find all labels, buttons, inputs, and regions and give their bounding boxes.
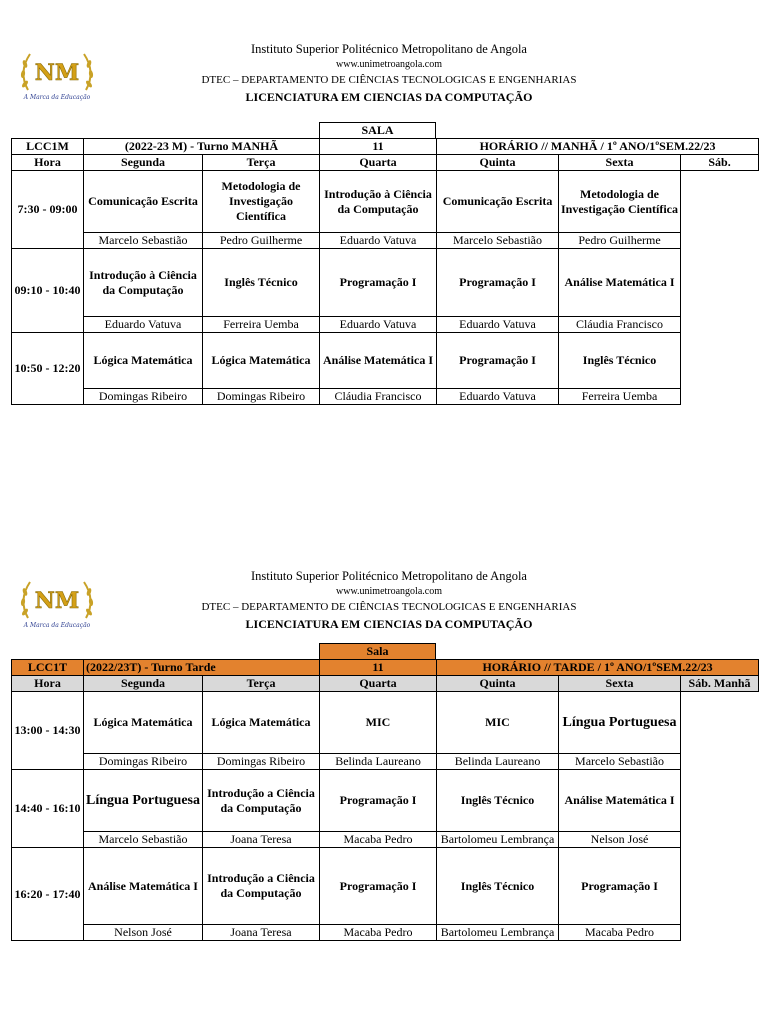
day-header: Quarta (320, 676, 437, 692)
day-header: Sexta (559, 676, 681, 692)
day-header: Quinta (437, 676, 559, 692)
institute-name: Instituto Superior Politécnico Metropolitano de Angola (250, 569, 527, 583)
teacher-cell: Macaba Pedro (320, 925, 437, 941)
subject-cell: Programação I (320, 770, 437, 832)
degree-title: LICENCIATURA EM CIENCIAS DA COMPUTAÇÃO (245, 90, 533, 104)
time-slot: 7:30 - 09:00 (12, 171, 84, 249)
empty-cell (681, 317, 759, 333)
subject-cell: Lógica Matemática (203, 333, 320, 389)
teacher-cell: Domingas Ribeiro (84, 754, 203, 770)
svg-text:NM: NM (34, 60, 80, 86)
subject-cell: Programação I (437, 249, 559, 317)
subject-cell: Introdução à Ciência da Computação (84, 249, 203, 317)
subject-cell: Inglês Técnico (437, 848, 559, 925)
svg-text:A Marca da Educação: A Marca da Educação (23, 94, 91, 101)
teacher-cell: Belinda Laureano (437, 754, 559, 770)
teacher-cell: Macaba Pedro (559, 925, 681, 941)
empty-cell (681, 770, 759, 832)
website-text: www.unimetroangola.com (336, 59, 442, 70)
svg-text:NM: NM (34, 588, 80, 614)
time-slot: 13:00 - 14:30 (12, 692, 84, 770)
subject-cell: Programação I (320, 848, 437, 925)
day-header: Segunda (84, 155, 203, 171)
class-code: LCC1M (12, 139, 84, 155)
teacher-cell: Domingas Ribeiro (84, 389, 203, 405)
teacher-cell: Marcelo Sebastião (559, 754, 681, 770)
sala-label: SALA (319, 122, 436, 139)
teacher-cell: Nelson José (559, 832, 681, 848)
svg-text:A Marca da Educação: A Marca da Educação (23, 622, 91, 629)
subject-cell: Lógica Matemática (203, 692, 320, 754)
teacher-cell: Cláudia Francisco (320, 389, 437, 405)
day-header: Terça (203, 155, 320, 171)
morning-timetable (11, 138, 759, 405)
schedule-title: HORÁRIO // MANHÃ / 1º ANO/1ºSEM.22/23 (437, 139, 759, 155)
empty-cell (681, 848, 759, 925)
time-slot: 14:40 - 16:10 (12, 770, 84, 848)
teacher-cell: Ferreira Uemba (203, 317, 320, 333)
teacher-cell: Eduardo Vatuva (320, 317, 437, 333)
day-header: Terça (203, 676, 320, 692)
day-header: Segunda (84, 676, 203, 692)
subject-cell: Introdução à Ciência da Computação (320, 171, 437, 233)
turn-label: (2022-23 M) - Turno MANHÃ (84, 139, 320, 155)
teacher-cell: Belinda Laureano (320, 754, 437, 770)
institute-name: Instituto Superior Politécnico Metropolitano de Angola (250, 42, 527, 56)
department-name: DTEC – DEPARTAMENTO DE CIÊNCIAS TECNOLOGICAS E ENGENHARIAS (201, 74, 577, 86)
subject-cell: Inglês Técnico (203, 249, 320, 317)
day-header: Hora (12, 155, 84, 171)
teacher-cell: Macaba Pedro (320, 832, 437, 848)
afternoon-schedule (0, 560, 768, 960)
sala-label: Sala (319, 643, 436, 660)
teacher-cell: Marcelo Sebastião (84, 233, 203, 249)
teacher-cell: Domingas Ribeiro (203, 389, 320, 405)
subject-cell: Lógica Matemática (84, 692, 203, 754)
morning-schedule (0, 0, 768, 420)
teacher-cell: Nelson José (84, 925, 203, 941)
website-text: www.unimetroangola.com (336, 586, 442, 597)
empty-cell (681, 925, 759, 941)
day-header: Sáb. (681, 155, 759, 171)
teacher-cell: Bartolomeu Lembrança (437, 832, 559, 848)
day-header: Hora (12, 676, 84, 692)
turn-label: (2022/23T) - Turno Tarde (84, 660, 320, 676)
teacher-cell: Pedro Guilherme (559, 233, 681, 249)
time-slot: 16:20 - 17:40 (12, 848, 84, 941)
empty-cell (681, 389, 759, 405)
class-code: LCC1T (12, 660, 84, 676)
subject-cell: MIC (320, 692, 437, 754)
empty-cell (681, 171, 759, 233)
subject-cell: Metodologia de Investigação Científica (203, 171, 320, 233)
teacher-cell: Cláudia Francisco (559, 317, 681, 333)
room-number: 11 (320, 660, 437, 676)
teacher-cell: Ferreira Uemba (559, 389, 681, 405)
day-header: Sáb. Manhã (681, 676, 759, 692)
degree-title: LICENCIATURA EM CIENCIAS DA COMPUTAÇÃO (245, 617, 533, 631)
empty-cell (681, 754, 759, 770)
subject-cell: Programação I (559, 848, 681, 925)
teacher-cell: Joana Teresa (203, 832, 320, 848)
afternoon-timetable (11, 659, 759, 941)
subject-cell: Introdução a Ciência da Computação (203, 848, 320, 925)
teacher-cell: Marcelo Sebastião (84, 832, 203, 848)
time-slot: 10:50 - 12:20 (12, 333, 84, 405)
day-header: Quarta (320, 155, 437, 171)
schedule-title: HORÁRIO // TARDE / 1º ANO/1ºSEM.22/23 (437, 660, 759, 676)
subject-cell: Língua Portuguesa (84, 770, 203, 832)
day-header: Sexta (559, 155, 681, 171)
teacher-cell: Eduardo Vatuva (320, 233, 437, 249)
teacher-cell: Pedro Guilherme (203, 233, 320, 249)
subject-cell: Análise Matemática I (559, 249, 681, 317)
empty-cell (681, 333, 759, 389)
subject-cell: Metodologia de Investigação Científica (559, 171, 681, 233)
subject-cell: Introdução a Ciência da Computação (203, 770, 320, 832)
subject-cell: Comunicação Escrita (84, 171, 203, 233)
teacher-cell: Joana Teresa (203, 925, 320, 941)
teacher-cell: Eduardo Vatuva (437, 317, 559, 333)
empty-cell (681, 692, 759, 754)
day-header: Quinta (437, 155, 559, 171)
teacher-cell: Eduardo Vatuva (84, 317, 203, 333)
teacher-cell: Marcelo Sebastião (437, 233, 559, 249)
department-name: DTEC – DEPARTAMENTO DE CIÊNCIAS TECNOLOGICAS E ENGENHARIAS (201, 601, 577, 613)
time-slot: 09:10 - 10:40 (12, 249, 84, 333)
teacher-cell: Bartolomeu Lembrança (437, 925, 559, 941)
empty-cell (681, 233, 759, 249)
empty-cell (681, 832, 759, 848)
subject-cell: Programação I (320, 249, 437, 317)
subject-cell: Programação I (437, 333, 559, 389)
subject-cell: Análise Matemática I (559, 770, 681, 832)
subject-cell: Análise Matemática I (320, 333, 437, 389)
subject-cell: Análise Matemática I (84, 848, 203, 925)
teacher-cell: Domingas Ribeiro (203, 754, 320, 770)
teacher-cell: Eduardo Vatuva (437, 389, 559, 405)
empty-cell (681, 249, 759, 317)
subject-cell: Lógica Matemática (84, 333, 203, 389)
subject-cell: Inglês Técnico (559, 333, 681, 389)
subject-cell: MIC (437, 692, 559, 754)
room-number: 11 (320, 139, 437, 155)
subject-cell: Comunicação Escrita (437, 171, 559, 233)
subject-cell: Língua Portuguesa (559, 692, 681, 754)
subject-cell: Inglês Técnico (437, 770, 559, 832)
